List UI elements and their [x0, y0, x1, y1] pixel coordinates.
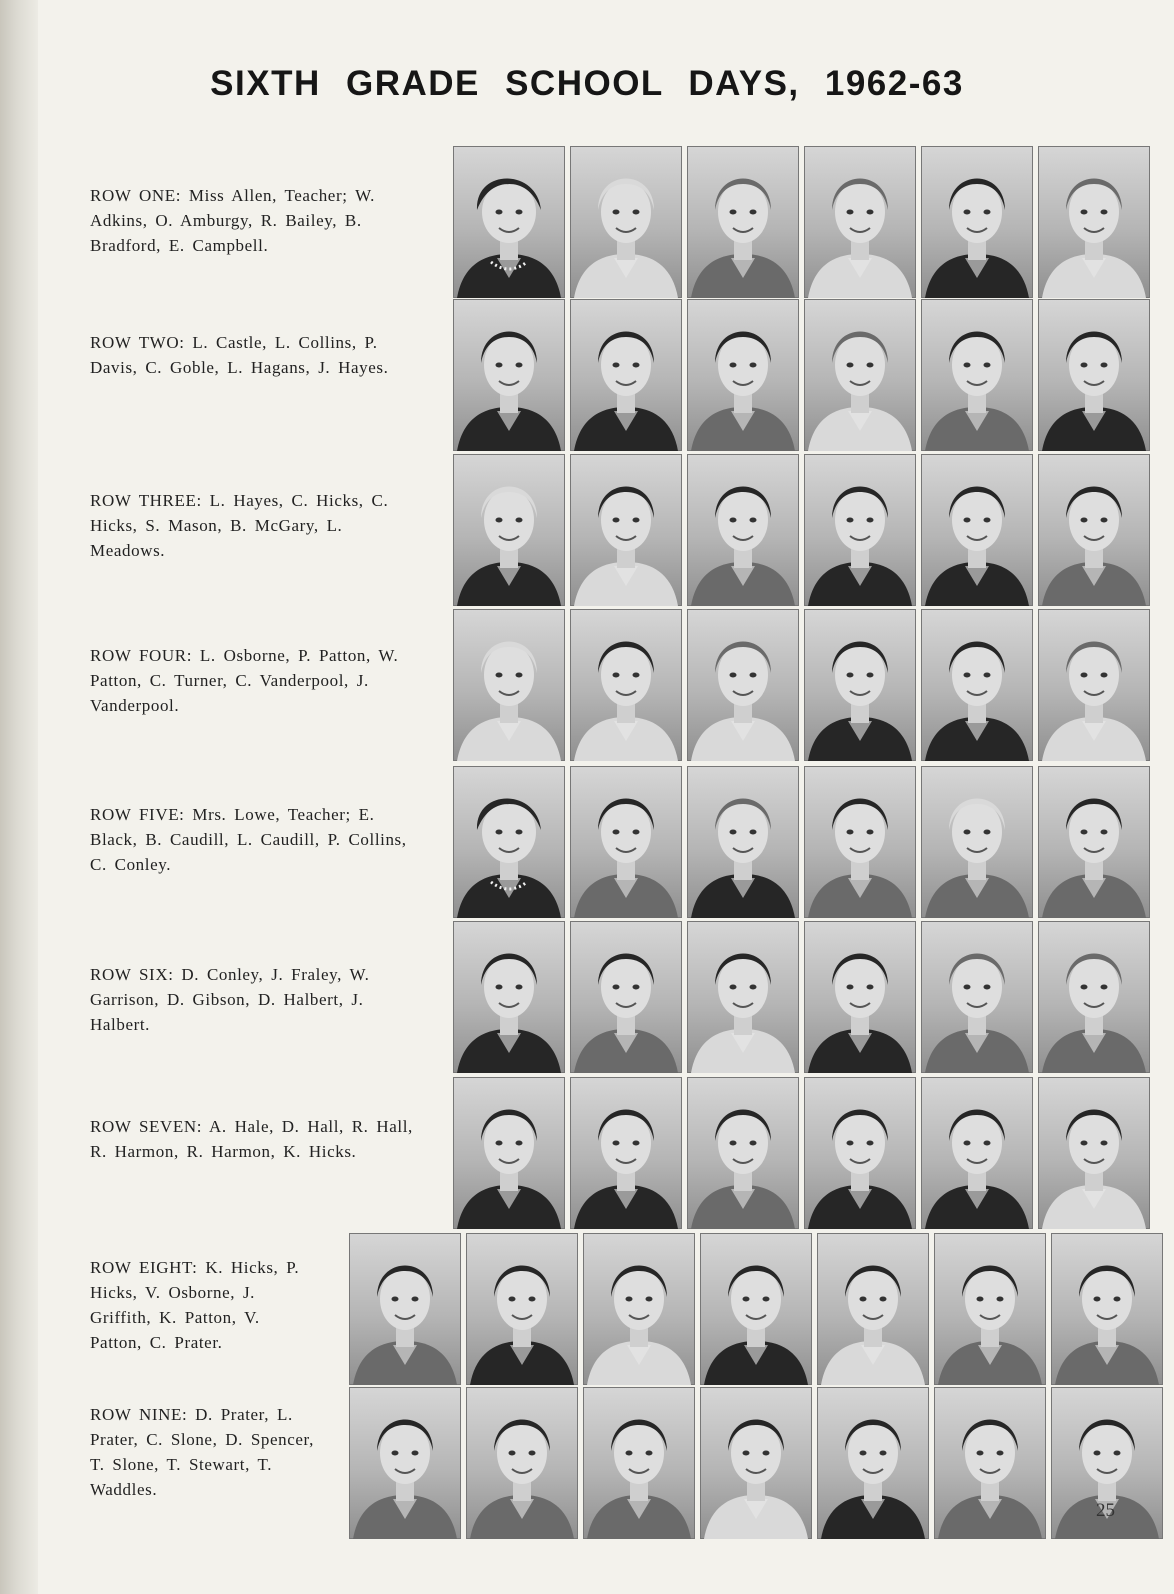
row-caption-2: ROW TWO: L. Castle, L. Collins, P. Davis, C. Goble, L. Hagans, J. Hayes. — [90, 333, 389, 377]
student-portrait-icon — [349, 1233, 461, 1385]
student-portrait-icon — [817, 1387, 929, 1539]
student-portrait-icon — [817, 1233, 929, 1385]
row-caption-5: ROW FIVE: Mrs. Lowe, Teacher; E. Black, B. Caudill, L. Caudill, P. Collins, C. Conley. — [90, 805, 407, 874]
student-portrait-icon — [921, 921, 1033, 1073]
student-portrait-icon — [921, 766, 1033, 918]
student-portrait-icon — [687, 1077, 799, 1229]
student-portrait-icon — [453, 299, 565, 451]
student-portrait-icon — [804, 454, 916, 606]
student-portrait-icon — [934, 1387, 1046, 1539]
student-portrait-icon — [687, 146, 799, 298]
student-portrait-icon — [804, 299, 916, 451]
adult-portrait-icon — [453, 146, 565, 298]
student-portrait-icon — [804, 1077, 916, 1229]
student-portrait-icon — [1038, 146, 1150, 298]
student-portrait-icon — [1038, 1077, 1150, 1229]
book-spine-shadow — [0, 0, 38, 1594]
student-portrait-icon — [570, 299, 682, 451]
student-portrait-icon — [1051, 1233, 1163, 1385]
row-caption-9: ROW NINE: D. Prater, L. Prater, C. Slone, D. Spencer, T. Slone, T. Stewart, T. Waddles. — [90, 1405, 314, 1499]
row-caption-3: ROW THREE: L. Hayes, C. Hicks, C. Hicks, S. Mason, B. McGary, L. Meadows. — [90, 491, 389, 560]
row-caption-7: ROW SEVEN: A. Hale, D. Hall, R. Hall, R. Harmon, R. Harmon, K. Hicks. — [90, 1117, 413, 1161]
student-portrait-icon — [804, 146, 916, 298]
student-portrait-icon — [583, 1387, 695, 1539]
student-portrait-icon — [687, 921, 799, 1073]
student-portrait-icon — [921, 299, 1033, 451]
student-portrait-icon — [804, 766, 916, 918]
student-portrait-icon — [453, 921, 565, 1073]
student-portrait-icon — [1038, 766, 1150, 918]
student-portrait-icon — [687, 766, 799, 918]
student-portrait-icon — [804, 921, 916, 1073]
student-portrait-icon — [1038, 921, 1150, 1073]
student-portrait-icon — [453, 1077, 565, 1229]
student-portrait-icon — [583, 1233, 695, 1385]
student-portrait-icon — [700, 1233, 812, 1385]
student-portrait-icon — [687, 609, 799, 761]
student-portrait-icon — [453, 454, 565, 606]
row-caption-6: ROW SIX: D. Conley, J. Fraley, W. Garrison, D. Gibson, D. Halbert, J. Halbert. — [90, 965, 370, 1034]
row-caption-1: ROW ONE: Miss Allen, Teacher; W. Adkins, O. Amburgy, R. Bailey, B. Bradford, E. Campbell. — [90, 186, 375, 255]
student-portrait-icon — [687, 299, 799, 451]
row-caption-8: ROW EIGHT: K. Hicks, P. Hicks, V. Osborne, J. Griffith, K. Patton, V. Patton, C. Prater. — [90, 1258, 300, 1352]
student-portrait-icon — [570, 1077, 682, 1229]
student-portrait-icon — [1038, 299, 1150, 451]
student-portrait-icon — [921, 609, 1033, 761]
student-portrait-icon — [921, 146, 1033, 298]
student-portrait-icon — [934, 1233, 1046, 1385]
student-portrait-icon — [570, 146, 682, 298]
page-number: 25 — [1096, 1500, 1115, 1521]
student-portrait-icon — [570, 921, 682, 1073]
row-caption-4: ROW FOUR: L. Osborne, P. Patton, W. Patton, C. Turner, C. Vanderpool, J. Vanderpool. — [90, 646, 399, 715]
page-title: SIXTH GRADE SCHOOL DAYS, 1962-63 — [210, 64, 964, 103]
student-portrait-icon — [466, 1387, 578, 1539]
student-portrait-icon — [921, 1077, 1033, 1229]
student-portrait-icon — [804, 609, 916, 761]
student-portrait-icon — [349, 1387, 461, 1539]
student-portrait-icon — [453, 609, 565, 761]
student-portrait-icon — [570, 766, 682, 918]
student-portrait-icon — [466, 1233, 578, 1385]
student-portrait-icon — [1038, 454, 1150, 606]
student-portrait-icon — [570, 609, 682, 761]
student-portrait-icon — [570, 454, 682, 606]
student-portrait-icon — [921, 454, 1033, 606]
student-portrait-icon — [687, 454, 799, 606]
student-portrait-icon — [700, 1387, 812, 1539]
student-portrait-icon — [1038, 609, 1150, 761]
adult-portrait-icon — [453, 766, 565, 918]
